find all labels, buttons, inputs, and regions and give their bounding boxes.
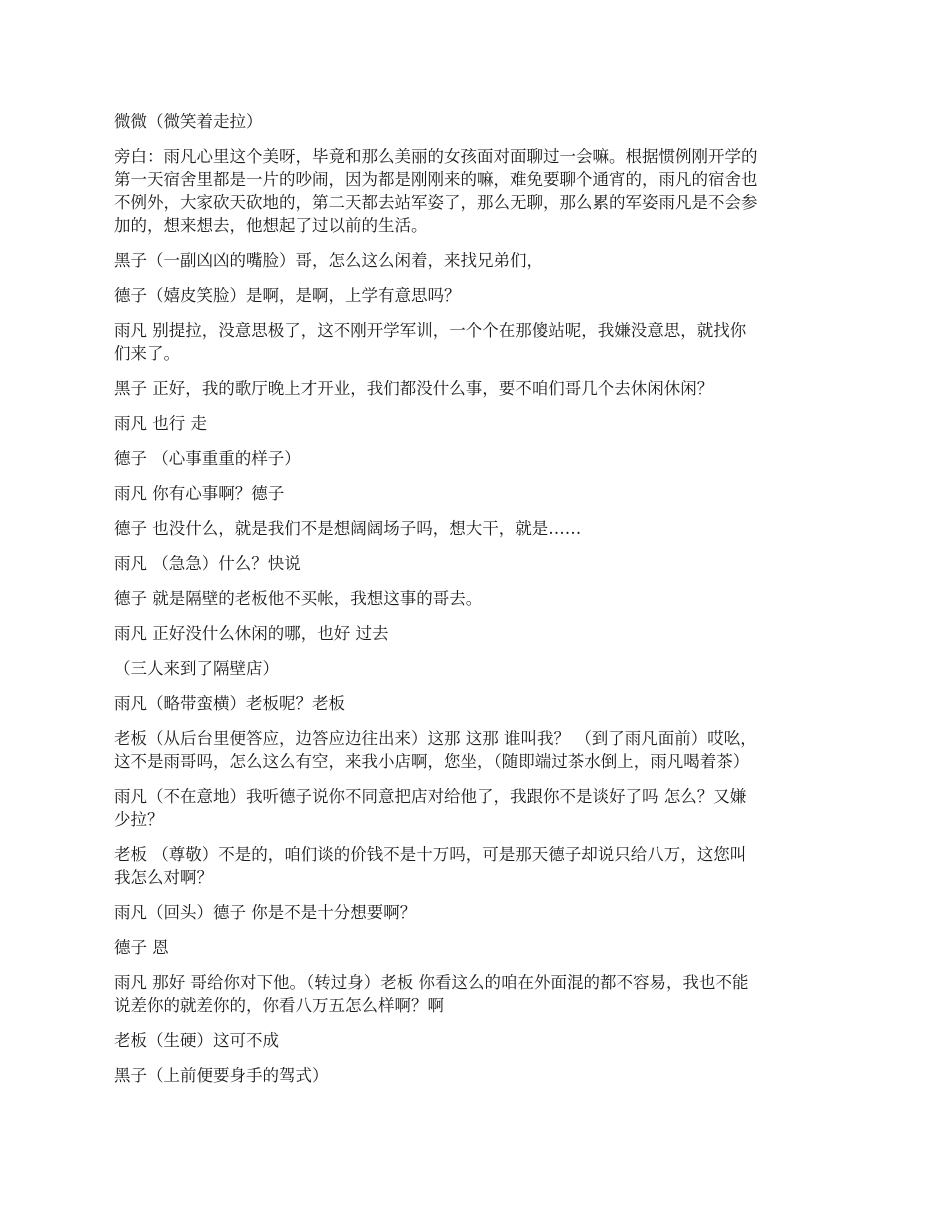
paragraph: 黑子（上前便要身手的驾式） [114, 1066, 329, 1085]
paragraph: 雨凡 你有心事啊？德子 [114, 484, 285, 503]
paragraph: 雨凡（回头）德子 你是不是十分想要啊？ [114, 903, 417, 922]
paragraph: 雨凡（略带蛮横）老板呢？老板 [114, 694, 345, 713]
paragraph: 德子 也没什么，就是我们不是想阔阔场子吗，想大干，就是…… [114, 519, 582, 538]
paragraph: 雨凡 （急急）什么？快说 [114, 554, 301, 573]
document-body [114, 110, 838, 1099]
paragraph: 雨凡 也行 走 [114, 414, 207, 433]
paragraph: 德子 就是隔壁的老板他不买帐，我想这事的哥去。 [114, 589, 483, 608]
paragraph: 老板 （尊敬）不是的，咱们谈的价钱不是十万吗，可是那天德子却说只给八万，这您叫 我怎么对啊？ [114, 845, 747, 887]
paragraph: 微微（微笑着走拉） [114, 112, 263, 131]
paragraph: 黑子（一副凶凶的嘴脸）哥，怎么这么闲着，来找兄弟们， [114, 251, 543, 270]
paragraph: 雨凡 正好没什么休闲的哪，也好 过去 [114, 624, 389, 643]
paragraph: 旁白：雨凡心里这个美呀，毕竟和那么美丽的女孩面对面聊过一会嘛。根据惯例刚开学的 第一天宿舍里都是一片的吵闹，因为都是刚刚来的嘛，难免要聊个通宵的，雨凡的宿舍也 不例外，大家砍天砍地的，第二天都去站军姿了，那么无聊，那么累的军姿雨凡是不会参 加的，想来想去，他想起了过以前的生活。 [114, 147, 758, 235]
paragraph: 老板（生硬）这可不成 [114, 1031, 279, 1050]
paragraph: 雨凡 那好 哥给你对下他。（转过身）老板 你看这么的咱在外面混的都不容易，我也不能 说差你的就差你的，你看八万五怎么样啊？啊 [114, 973, 749, 1015]
paragraph: 雨凡 别提拉，没意思极了，这不刚开学军训，一个个在那傻站呢，我嫌没意思，就找你 们来了。 [114, 321, 747, 363]
paragraph: 德子 （心事重重的样子） [114, 449, 301, 468]
paragraph: 老板（从后台里便答应，边答应边往出来）这那 这那 谁叫我？ （到了雨凡面前）哎吆， 这不是雨哥吗，怎么这么有空，来我小店啊，您坐，（随即端过茶水倒上，雨凡喝着茶） [114, 729, 757, 771]
paragraph: 雨凡（不在意地）我听德子说你不同意把店对给他了，我跟你不是谈好了吗 怎么？又嫌 少拉？ [114, 787, 747, 829]
paragraph: （三人来到了隔壁店） [114, 659, 279, 678]
paragraph: 德子 恩 [114, 938, 169, 957]
paragraph: 黑子 正好，我的歌厅晚上才开业，我们都没什么事，要不咱们哥几个去休闲休闲？ [114, 379, 714, 398]
paragraph: 德子（嬉皮笑脸）是啊，是啊，上学有意思吗？ [114, 286, 461, 305]
